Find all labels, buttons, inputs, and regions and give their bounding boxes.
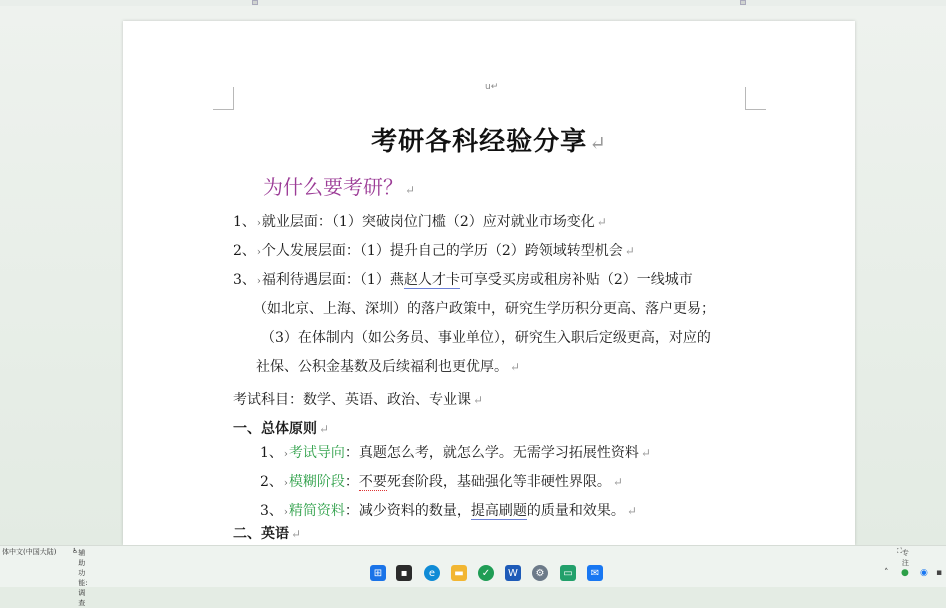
section-heading-principles[interactable]: 一、总体原则 ↵ xyxy=(233,421,330,437)
focus-mode-button[interactable]: ⛶ 专注 xyxy=(897,547,909,567)
ruler-right-indent-marker[interactable] xyxy=(740,0,746,5)
principle-3[interactable]: 3、›精简资料：减少资料的数量，提高刷题的质量和效果。 ↵ xyxy=(260,503,637,519)
list-item-3-line-4[interactable]: 社保、公积金基数及后续福利也更优厚。 ↵ xyxy=(256,359,521,375)
list-item-3-line-3[interactable]: （3）在体制内（如公务员、事业单位），研究生入职后定级更高，对应的 xyxy=(261,330,711,346)
tray-network-icon[interactable]: ◉ xyxy=(920,568,928,578)
document-title[interactable]: 考研各科经验分享 ↵ xyxy=(371,127,607,157)
top-ruler xyxy=(0,0,946,6)
list-item-3-line-2[interactable]: （如北京、上海、深圳）的落户政策中，研究生学历积分更高、落户更易； xyxy=(253,301,715,317)
header-mark: u↵ xyxy=(485,82,499,92)
list-item-1[interactable]: 1、›就业层面：（1）突破岗位门槛（2）应对就业市场变化 ↵ xyxy=(233,214,607,230)
word-icon[interactable]: W xyxy=(505,565,521,581)
taskbar xyxy=(0,545,946,607)
document-page[interactable] xyxy=(123,21,855,545)
tray-app-icon[interactable]: ● xyxy=(901,568,909,578)
windows-start-icon[interactable]: ⊞ xyxy=(370,565,386,581)
file-explorer-icon[interactable]: ▪ xyxy=(396,565,412,581)
edge-browser-icon[interactable]: e xyxy=(424,565,440,581)
margin-corner-right xyxy=(745,87,766,110)
accessibility-status[interactable]: ♿ 辅助功能: 调查 xyxy=(72,547,88,607)
principle-1[interactable]: 1、›考试导向：真题怎么考，就怎么学。无需学习拓展性资料 ↵ xyxy=(260,445,651,461)
list-item-2[interactable]: 2、›个人发展层面：（1）提升自己的学历（2）跨领域转型机会 ↵ xyxy=(233,243,635,259)
tray-overflow-icon[interactable]: ˄ xyxy=(884,568,889,578)
section-heading-english[interactable]: 二、英语 ↵ xyxy=(233,526,302,542)
exam-subjects[interactable]: 考试科目：数学、英语、政治、专业课 ↵ xyxy=(233,392,484,408)
ruler-left-indent-marker[interactable] xyxy=(252,0,258,5)
word-status-bar xyxy=(0,546,946,607)
app-green-icon[interactable]: ✓ xyxy=(478,565,494,581)
folder-icon[interactable]: ▬ xyxy=(451,565,467,581)
monitor-icon[interactable]: ▭ xyxy=(560,565,576,581)
heading-why[interactable]: 为什么要考研？ ↵ xyxy=(263,175,416,199)
tray-more-icon[interactable]: ▪ xyxy=(936,568,943,578)
margin-corner-left xyxy=(213,87,234,110)
language-status[interactable]: 体中文(中国大陆) xyxy=(2,548,57,556)
list-item-3-line-1[interactable]: 3、›福利待遇层面：（1）燕赵人才卡可享受买房或租房补贴（2）一线城市 xyxy=(233,272,693,288)
app-blue-icon[interactable]: ✉ xyxy=(587,565,603,581)
principle-2[interactable]: 2、›模糊阶段：不要死套阶段，基础强化等非硬性界限。 ↵ xyxy=(260,474,623,490)
settings-icon[interactable]: ⚙ xyxy=(532,565,548,581)
